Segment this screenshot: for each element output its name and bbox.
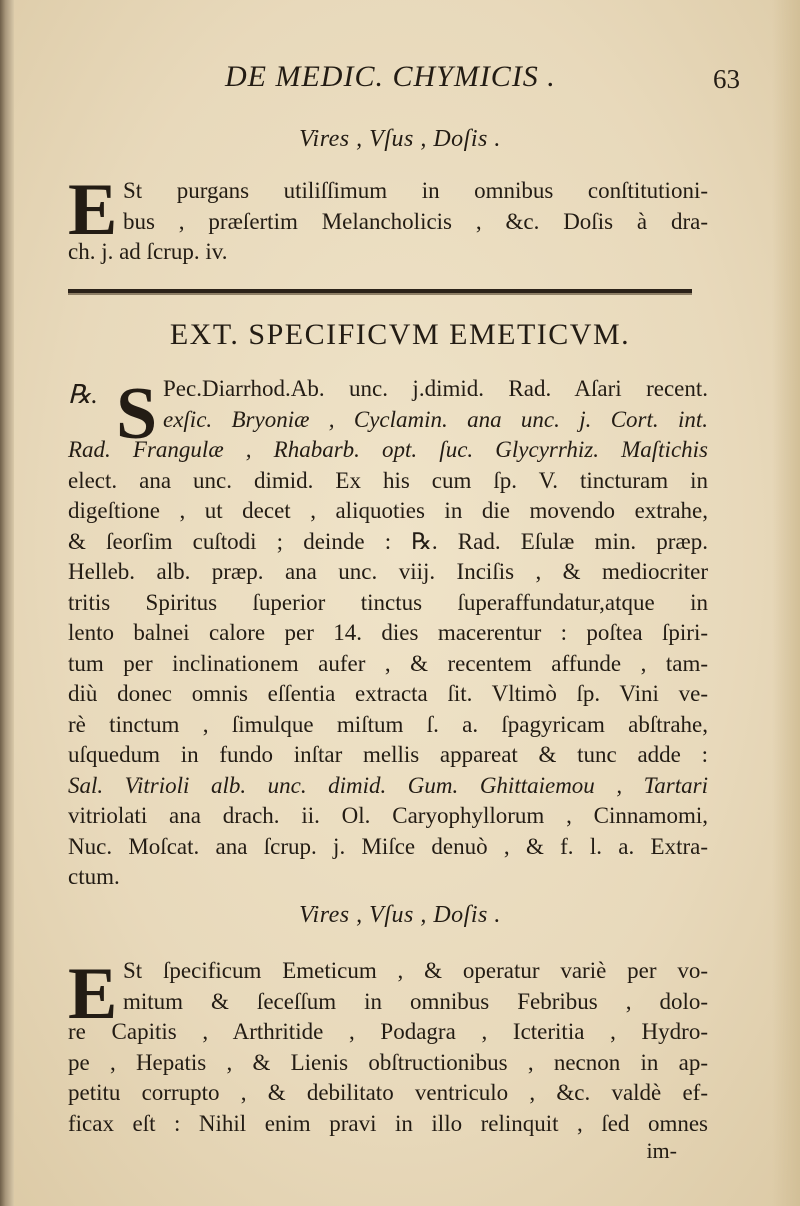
text-line: exſic. Bryoniæ , Cyclamin. ana unc. j. Cort. int. (163, 406, 708, 432)
text-line: uſquedum in fundo inſtar mellis appareat & tunc adde : (68, 742, 708, 767)
drop-cap-3: E (68, 953, 118, 1035)
text-line: digeſtione , ut decet , aliquoties in die movendo extrahe, (68, 498, 708, 523)
text-line: St purgans utiliſſimum in omnibus conſtitutioni- (123, 178, 708, 203)
text-line: ch. j. ad ſcrup. iv. (68, 239, 228, 264)
text-line: re Capitis , Arthritide , Podagra , Icteritia , Hydro- (68, 1019, 708, 1044)
text-line: lento balnei calore per 14. dies macerentur : poſtea ſpiri- (68, 620, 708, 645)
drop-cap-2: S (116, 373, 158, 455)
text-line: tum per inclinationem aufer , & recentem affunde , tam- (68, 650, 708, 676)
text-line: elect. ana unc. dimid. Ex his cum ſp. V. tincturam in (68, 467, 708, 493)
text-line: Rad. Frangulæ , Rhabarb. opt. ſuc. Glycyrrhiz. Maſtichis (68, 437, 708, 462)
section-subhead-1: Vires , Vſus , Doſis . (299, 126, 501, 152)
recipe-symbol: ℞. (68, 380, 98, 409)
text-line: pe , Hepatis , & Lienis obſtructionibus , necnon in ap- (68, 1049, 708, 1075)
page-header (60, 58, 740, 98)
recipe-paragraph (68, 374, 708, 893)
text-line: mitum & ſeceſſum in omnibus Febribus , dolo- (123, 988, 708, 1014)
text-line: Sal. Vitrioli alb. unc. dimid. Gum. Ghittaiemou , Tartari (68, 772, 708, 798)
text-line: ficax eſt : Nihil enim pravi in illo relinquit , ſed omnes (68, 1110, 708, 1136)
text-line: bus , præſertim Melancholicis , &c. Doſis à dra- (123, 208, 708, 234)
text-line: petitu corrupto , & debilitato ventriculo , &c. valdè ef- (68, 1080, 708, 1105)
running-title: DE MEDIC. CHYMICIS . (225, 60, 556, 93)
text-line: Helleb. alb. præp. ana unc. viij. Inciſis , & mediocriter (68, 559, 708, 584)
text-line: St ſpecificum Emeticum , & operatur variè per vo- (123, 958, 708, 983)
text-line: tritis Spiritus ſuperior tinctus ſuperaffundatur,atque in (68, 589, 708, 615)
section-title: EXT. SPECIFICVM EMETICVM. (169, 318, 631, 351)
section-subhead-2: Vires , Vſus , Doſis . (299, 902, 501, 928)
page-edge-tint (772, 0, 800, 1206)
paragraph-3 (68, 953, 708, 1139)
catchword: im- (646, 1138, 677, 1163)
text-line: Pec.Diarrhod.Ab. unc. j.dimid. Rad. Aſari recent. (163, 376, 708, 401)
text-line: vitriolati ana drach. ii. Ol. Caryophyllorum , Cinnamomi, (68, 803, 708, 828)
text-line: rè tinctum , ſimulque miſtum ſ. a. ſpagyricam abſtrahe, (68, 711, 708, 737)
text-line: ctum. (68, 864, 120, 889)
drop-cap-1: E (68, 169, 118, 251)
text-line: Nuc. Moſcat. ana ſcrup. j. Miſce denuò , & f. l. a. Extra- (68, 833, 708, 859)
section-divider-rule (68, 289, 692, 293)
text-line: diù donec omnis eſſentia extracta ſit. Vltimò ſp. Vini ve- (68, 681, 708, 706)
paragraph-1 (68, 169, 708, 268)
page-gutter-shadow (0, 0, 14, 1206)
page-number: 63 (713, 64, 740, 94)
text-line: & ſeorſim cuſtodi ; deinde : ℞. Rad. Eſulæ min. præp. (68, 528, 708, 554)
